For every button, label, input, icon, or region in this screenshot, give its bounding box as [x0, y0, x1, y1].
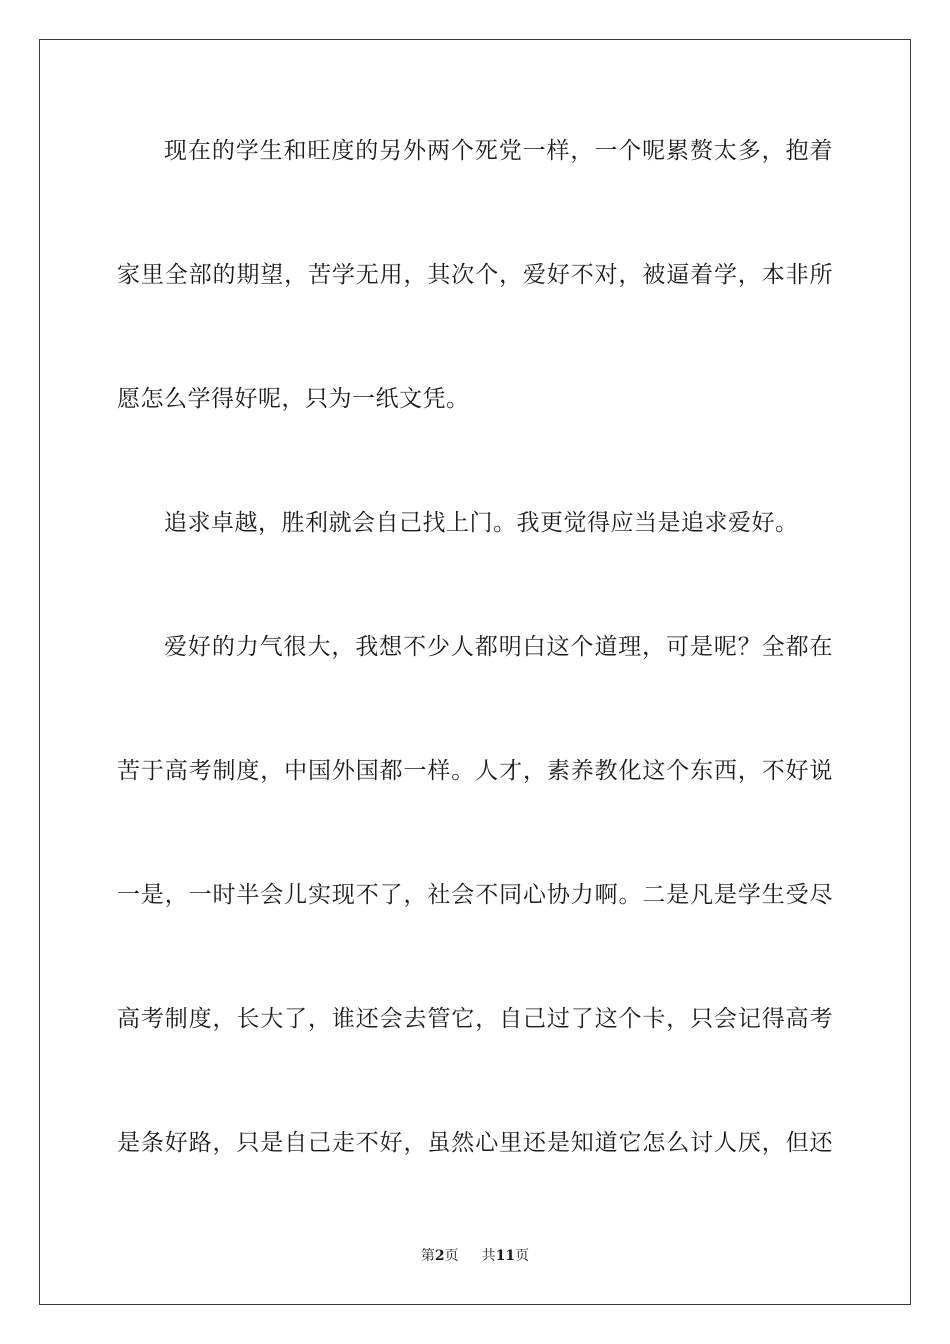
total-suffix: 页 [515, 1248, 530, 1264]
page-number-indicator [421, 1248, 463, 1264]
paragraph-3-line-1: 爱好的力气很大，我想不少人都明白这个道理，可是呢？全都在 [164, 634, 833, 660]
total-prefix: 共 [481, 1248, 496, 1264]
page-suffix: 页 [444, 1248, 459, 1264]
current-page-number: 2 [434, 1248, 445, 1264]
paragraph-1-line-1: 现在的学生和旺度的另外两个死党一样，一个呢累赘太多，抱着 [164, 138, 833, 164]
paragraph-3-line-2: 苦于高考制度，中国外国都一样。人才，素养教化这个东西，不好说 [117, 758, 833, 784]
page-border [39, 39, 911, 1305]
paragraph-3-line-5: 是条好路，只是自己走不好，虽然心里还是知道它怎么讨人厌，但还 [117, 1130, 833, 1156]
total-pages-indicator [482, 1248, 529, 1264]
paragraph-3-line-3: 一是，一时半会儿实现不了，社会不同心协力啊。二是凡是学生受尽 [117, 882, 833, 908]
paragraph-3-line-4: 高考制度，长大了，谁还会去管它，自己过了这个卡，只会记得高考 [117, 1006, 833, 1032]
total-page-count: 11 [495, 1248, 516, 1264]
page-footer [0, 1246, 950, 1266]
paragraph-1-line-3: 愿怎么学得好呢，只为一纸文凭。 [117, 386, 470, 412]
paragraph-2-line-1: 追求卓越，胜利就会自己找上门。我更觉得应当是追求爱好。 [164, 510, 799, 536]
paragraph-1-line-2: 家里全部的期望，苦学无用，其次个，爱好不对，被逼着学，本非所 [117, 262, 833, 288]
page-prefix: 第 [420, 1248, 435, 1264]
